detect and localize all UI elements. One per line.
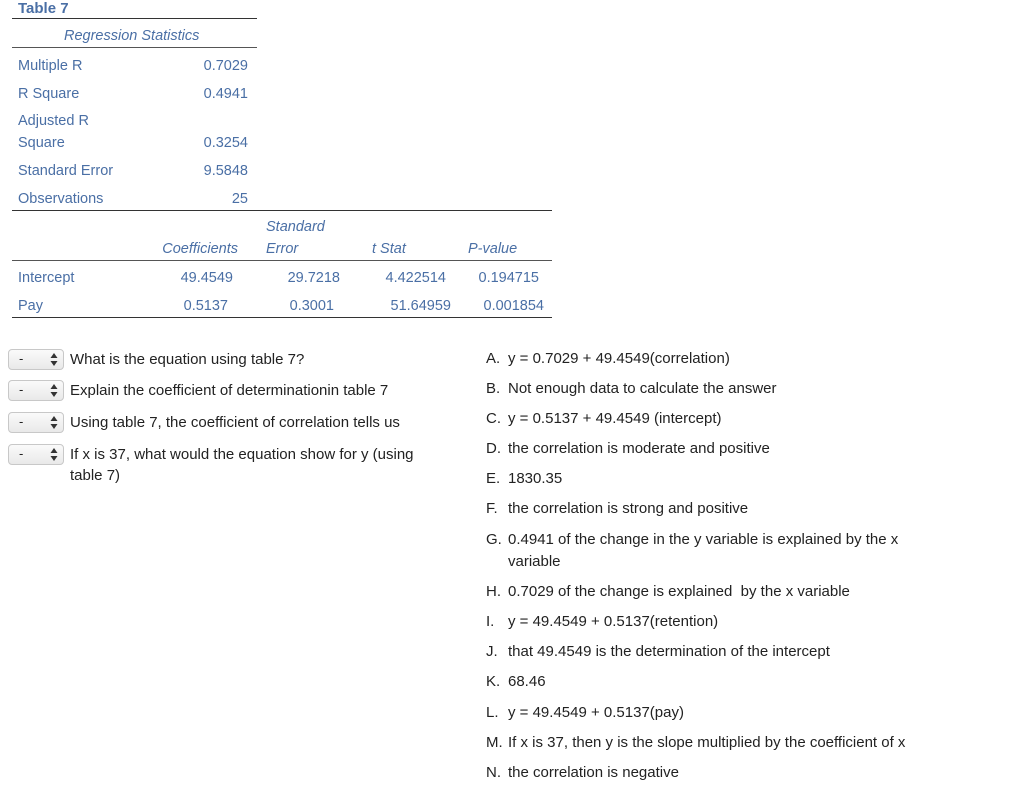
answer-letter: A.	[486, 350, 501, 367]
t-value: 51.64959	[390, 298, 451, 314]
p-value: 0.001854	[483, 298, 544, 314]
answer-text: y = 0.7029 + 49.4549(correlation)	[508, 350, 730, 367]
updown-arrows-icon	[50, 352, 58, 367]
answer-text: 0.4941 of the change in the y variable is explained by the x	[508, 531, 899, 548]
question-row	[8, 412, 400, 433]
std-error-header-cont: Error	[266, 241, 299, 257]
coef-row-label: Pay	[18, 298, 43, 314]
answer-letter: E.	[486, 470, 501, 487]
answer-letter: D.	[486, 440, 501, 457]
question-text: What is the equation using table 7?	[70, 351, 305, 368]
question-row	[8, 349, 304, 370]
answer-letter: M.	[486, 734, 503, 751]
answer-option	[486, 643, 830, 660]
regression-statistics-header: Regression Statistics	[64, 28, 200, 44]
answer-letter: K.	[486, 673, 501, 690]
question-row	[8, 380, 388, 401]
stat-label: Multiple R	[18, 58, 83, 74]
answer-letter: I.	[486, 613, 495, 630]
answer-select[interactable]	[8, 380, 64, 401]
coef-value: 49.4549	[180, 270, 233, 286]
answer-option	[486, 531, 898, 548]
answer-letter: B.	[486, 380, 501, 397]
coef-header: Coefficients	[162, 241, 238, 257]
answer-text: If x is 37, then y is the slope multiplied by the coefficient of x	[508, 734, 906, 751]
answer-text: the correlation is strong and positive	[508, 500, 749, 517]
updown-arrows-icon	[50, 415, 58, 430]
answer-option	[486, 673, 546, 690]
answer-text: Not enough data to calculate the answer	[508, 380, 777, 397]
stat-label-cont: Square	[18, 135, 65, 151]
regression-header-rule	[12, 47, 257, 48]
answer-option	[486, 410, 721, 427]
answer-option-cont	[486, 553, 561, 570]
question-text-line: table 7)	[70, 467, 121, 484]
stat-label: Observations	[18, 191, 104, 207]
t-stat-header: t Stat	[372, 241, 406, 257]
select-value: -	[19, 414, 24, 429]
answer-text: y = 49.4549 + 0.5137(retention)	[508, 613, 719, 630]
stat-value: 25	[231, 191, 248, 207]
updown-arrows-icon	[50, 447, 58, 462]
stat-label: Standard Error	[18, 163, 114, 179]
answer-option	[486, 470, 562, 487]
answer-option	[486, 764, 679, 781]
answer-text: y = 0.5137 + 49.4549 (intercept)	[508, 410, 722, 427]
select-value: -	[19, 382, 24, 397]
answer-option	[486, 440, 770, 457]
question-text: Explain the coefficient of determinationin table 7	[70, 382, 389, 399]
answer-option	[486, 613, 718, 630]
table-top-rule	[12, 18, 257, 19]
question-text	[70, 444, 414, 486]
t-value: 4.422514	[385, 270, 446, 286]
table-title: Table 7	[18, 0, 69, 17]
select-value: -	[19, 351, 24, 366]
answer-option	[486, 350, 730, 367]
se-value: 0.3001	[289, 298, 334, 314]
answer-letter: G.	[486, 531, 502, 548]
stats-bottom-rule	[12, 210, 552, 211]
answer-select[interactable]	[8, 412, 64, 433]
answer-option	[486, 380, 777, 397]
answer-option	[486, 734, 905, 751]
updown-arrows-icon	[50, 383, 58, 398]
coef-row-label: Intercept	[18, 270, 75, 286]
stat-value: 0.3254	[203, 135, 248, 151]
question-row	[8, 444, 414, 486]
stat-value: 9.5848	[203, 163, 248, 179]
answer-text: 0.7029 of the change is explained by the x variable	[508, 583, 850, 600]
answer-letter: C.	[486, 410, 501, 427]
question-text-line: If x is 37, what would the equation show for y (using	[70, 446, 414, 463]
answer-text: the correlation is negative	[508, 764, 679, 781]
answer-letter: N.	[486, 764, 501, 781]
question-text: Using table 7, the coefficient of correlation tells us	[70, 414, 400, 431]
answer-text: variable	[508, 553, 561, 570]
answer-select[interactable]	[8, 444, 64, 465]
answer-text: y = 49.4549 + 0.5137(pay)	[508, 704, 684, 721]
p-value: 0.194715	[478, 270, 539, 286]
answer-text: 1830.35	[508, 470, 563, 487]
answer-option	[486, 500, 748, 517]
select-value: -	[19, 446, 24, 461]
coef-header-rule	[12, 260, 552, 261]
answer-letter: L.	[486, 704, 499, 721]
answer-letter: J.	[486, 643, 498, 660]
answer-text: that 49.4549 is the determination of the intercept	[508, 643, 830, 660]
table-bottom-rule	[12, 317, 552, 318]
se-value: 29.7218	[287, 270, 340, 286]
coef-value: 0.5137	[183, 298, 228, 314]
answer-text: 68.46	[508, 673, 546, 690]
answer-option	[486, 704, 684, 721]
stat-value: 0.7029	[203, 58, 248, 74]
answer-letter: H.	[486, 583, 501, 600]
answer-text: the correlation is moderate and positive	[508, 440, 770, 457]
p-value-header: P-value	[468, 241, 518, 257]
stat-value: 0.4941	[203, 86, 248, 102]
answer-select[interactable]	[8, 349, 64, 370]
answer-letter: F.	[486, 500, 498, 517]
std-error-header: Standard	[266, 219, 325, 235]
stat-label: Adjusted R	[18, 113, 89, 129]
stat-label: R Square	[18, 86, 80, 102]
answer-option	[486, 583, 850, 600]
